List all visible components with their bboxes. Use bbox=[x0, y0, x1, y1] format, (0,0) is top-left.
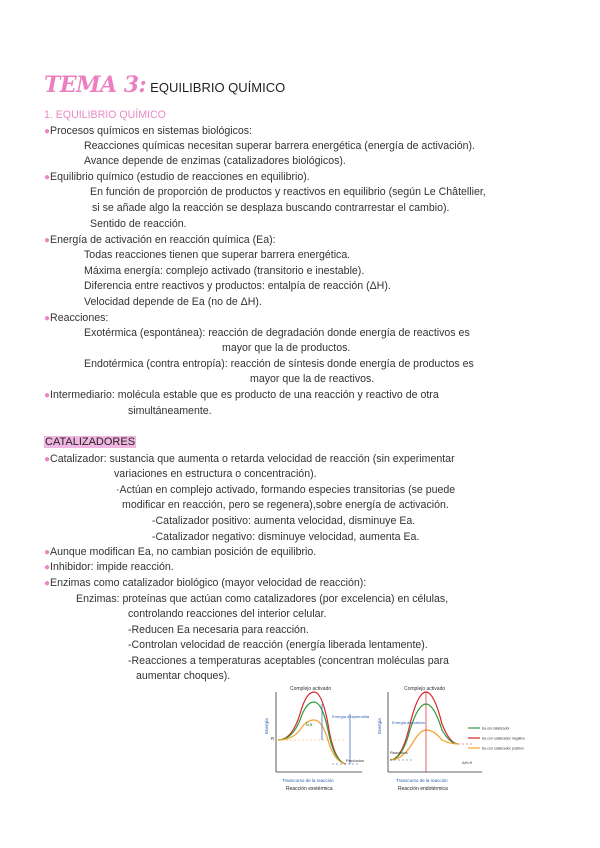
text-line: Reacciones químicas necesitan superar barrera energética (energía de activación). bbox=[84, 140, 476, 152]
text-line: Sentido de reacción. bbox=[90, 218, 187, 230]
exothermic-diagram bbox=[264, 686, 370, 792]
bullet-line: ●Inhibidor: impide reacción. bbox=[44, 561, 174, 573]
text-line: controlando reacciones del interior celular. bbox=[128, 608, 327, 620]
legend bbox=[468, 727, 525, 751]
bullet-dot-icon: ● bbox=[44, 235, 51, 246]
right-top-label: Complejo activado bbox=[404, 686, 446, 692]
left-x-label: Transcurso de la reacción bbox=[282, 778, 334, 783]
curve-orange bbox=[390, 730, 458, 760]
text-line: Máxima energía: complejo activado (transitorio e inestable). bbox=[84, 265, 365, 277]
bullet-dot-icon: ● bbox=[44, 578, 51, 589]
bullet-line: ●Reacciones: bbox=[44, 312, 109, 324]
bullet-dot-icon: ● bbox=[44, 126, 51, 137]
left-ea-label: Ea bbox=[306, 722, 313, 728]
section-heading-catalizadores: CATALIZADORES bbox=[45, 436, 136, 448]
legend-item: Ea sin catalizador bbox=[482, 726, 510, 731]
bullet-dot-icon: ● bbox=[44, 172, 51, 183]
text-line: modificar en reacción, pero se regenera),sobre energía de activación. bbox=[122, 499, 449, 511]
right-ea-label: Energía absorbida bbox=[392, 720, 425, 725]
bullet-dot-icon: ● bbox=[44, 390, 51, 401]
text-line: Exotérmica (espontánea): reacción de degradación donde energía de reactivos es bbox=[84, 327, 470, 339]
text-line: aumentar choques). bbox=[136, 670, 231, 682]
bullet-line: ●Intermediario: molécula estable que es producto de una reacción y reactivo de otra bbox=[44, 389, 439, 401]
bullet-dot-icon: ● bbox=[44, 547, 51, 558]
left-r-label: R bbox=[271, 736, 275, 741]
text-line: Todas reacciones tienen que superar barrera energética. bbox=[84, 249, 351, 261]
legend-item: Ea con catalizador negativo bbox=[482, 736, 525, 741]
tema-label: TEMA 3: bbox=[44, 72, 147, 98]
left-p-label: Productos bbox=[346, 758, 365, 763]
section-heading: 1. EQUILIBRIO QUÍMICO bbox=[44, 109, 166, 121]
right-y-label: Energía bbox=[377, 718, 382, 734]
text-line: mayor que la de reactivos. bbox=[250, 373, 375, 385]
text-line: -Catalizador positivo: aumenta velocidad, disminuye Ea. bbox=[152, 515, 416, 527]
right-dh-label: ΔH>0 bbox=[462, 760, 473, 765]
text-line: si se añade algo la reacción se desplaza buscando contrarrestar el cambio). bbox=[92, 202, 450, 214]
bullet-line: ●Energía de activación en reacción química (Ea): bbox=[44, 234, 276, 246]
right-caption: Reacción endotérmica bbox=[398, 786, 448, 792]
title-text: EQUILIBRIO QUÍMICO bbox=[150, 80, 286, 95]
right-r-label: Reactivos bbox=[390, 750, 408, 755]
energy-diagrams bbox=[262, 684, 525, 806]
left-caption: Reacción exotérmica bbox=[286, 786, 333, 792]
page-title bbox=[44, 72, 285, 98]
bullet-dot-icon: ● bbox=[44, 313, 51, 324]
text-line: variaciones en estructura o concentración). bbox=[114, 468, 317, 480]
bullet-line: ●Equilibrio químico (estudio de reacciones en equilibrio). bbox=[44, 171, 310, 183]
text-line: mayor que la de productos. bbox=[222, 342, 351, 354]
right-x-label: Transcurso de la reacción bbox=[396, 778, 448, 783]
text-line: simultáneamente. bbox=[128, 405, 212, 417]
bullet-dot-icon: ● bbox=[44, 454, 51, 465]
text-line: Enzimas: proteínas que actúan como catalizadores (por excelencia) en células, bbox=[76, 593, 449, 605]
text-line: -Reducen Ea necesaria para reacción. bbox=[128, 624, 309, 636]
text-line: Velocidad depende de Ea (no de ΔH). bbox=[84, 296, 262, 308]
text-line: En función de proporción de productos y reactivos en equilibrio (según Le Châtellier, bbox=[90, 186, 486, 198]
left-top-label: Complejo activado bbox=[290, 686, 332, 692]
text-line: -Controlan velocidad de reacción (energía liberada lentamente). bbox=[128, 639, 428, 651]
text-line: ·Actúan en complejo activado, formando especies transitorias (se puede bbox=[116, 484, 456, 496]
text-line: -Catalizador negativo: disminuye velocidad, aumenta Ea. bbox=[152, 531, 420, 543]
legend-item: Ea con catalizador positivo bbox=[482, 746, 524, 751]
text-line: Endotérmica (contra entropía): reacción de síntesis donde energía de productos es bbox=[84, 358, 474, 370]
bullet-line: ●Enzimas como catalizador biológico (mayor velocidad de reacción): bbox=[44, 577, 367, 589]
text-line: Avance depende de enzimas (catalizadores biológicos). bbox=[84, 155, 346, 167]
bullet-line: ●Catalizador: sustancia que aumenta o retarda velocidad de reacción (sin experimentar bbox=[44, 453, 455, 465]
bullet-dot-icon: ● bbox=[44, 562, 51, 573]
endothermic-diagram bbox=[377, 686, 482, 792]
text-line: Diferencia entre reactivos y productos: entalpía de reacción (ΔH). bbox=[84, 280, 391, 292]
bullet-line: ●Aunque modifican Ea, no cambian posición de equilibrio. bbox=[44, 546, 317, 558]
curve-green bbox=[278, 702, 346, 764]
text-line: -Reacciones a temperaturas aceptables (concentran moléculas para bbox=[128, 655, 449, 667]
left-inner-label: Energía desprendida bbox=[332, 714, 370, 719]
left-y-label: Energía bbox=[264, 718, 269, 734]
bullet-line: ●Procesos químicos en sistemas biológicos: bbox=[44, 125, 253, 137]
